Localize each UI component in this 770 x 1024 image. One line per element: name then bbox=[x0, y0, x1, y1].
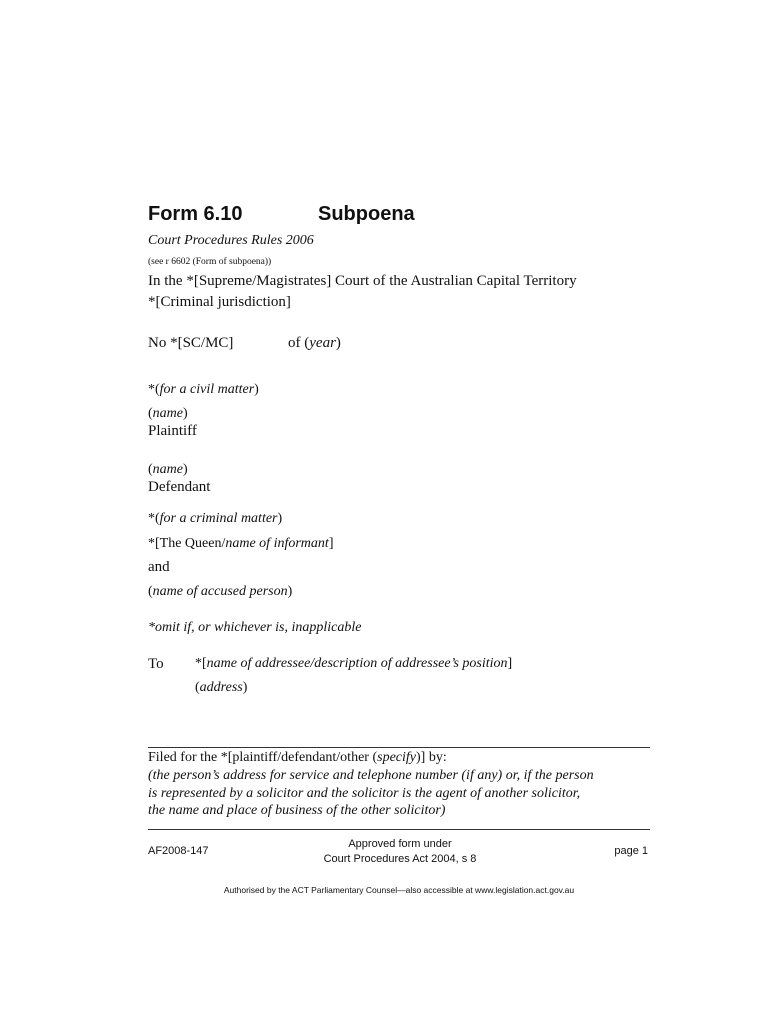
authorised-note: Authorised by the ACT Parliamentary Counsel—also accessible at www.legislation.act.gov.au bbox=[223, 885, 575, 895]
addressee-line: *[name of addressee/description of addressee’s position] bbox=[195, 656, 513, 671]
filed-line: Filed for the *[plaintiff/defendant/other (specify)] by: bbox=[148, 750, 447, 765]
page-number: page 1 bbox=[614, 845, 648, 857]
defendant-label: Defendant bbox=[148, 479, 211, 495]
criminal-heading: *(for a criminal matter) bbox=[148, 511, 283, 526]
filed-top-rule bbox=[148, 747, 650, 748]
form-title: Subpoena bbox=[318, 203, 415, 225]
court-line: In the *[Supreme/Magistrates] Court of the Australian Capital Territory bbox=[148, 273, 577, 289]
footer-top-rule bbox=[148, 829, 650, 830]
see-reference: (see r 6602 (Form of subpoena)) bbox=[148, 257, 272, 267]
queen-line: *[The Queen/name of informant] bbox=[148, 536, 334, 551]
rules-name: Court Procedures Rules 2006 bbox=[148, 233, 314, 248]
plaintiff-label: Plaintiff bbox=[148, 423, 197, 439]
filed-detail-line-3: the name and place of business of the other solicitor) bbox=[148, 803, 446, 818]
jurisdiction-line: *[Criminal jurisdiction] bbox=[148, 294, 291, 310]
defendant-name: (name) bbox=[148, 462, 188, 477]
form-code: AF2008-147 bbox=[148, 845, 209, 857]
filed-detail-line-2: is represented by a solicitor and the solicitor is the agent of another solicitor, bbox=[148, 786, 581, 801]
filed-detail-line-1: (the person’s address for service and telephone number (if any) or, if the person bbox=[148, 768, 594, 783]
to-label: To bbox=[148, 656, 164, 672]
address-line: (address) bbox=[195, 680, 248, 695]
plaintiff-name: (name) bbox=[148, 406, 188, 421]
case-number-label: No *[SC/MC] bbox=[148, 335, 234, 351]
and-label: and bbox=[148, 559, 170, 575]
civil-heading: *(for a civil matter) bbox=[148, 382, 259, 397]
form-number: Form 6.10 bbox=[148, 203, 243, 225]
approved-form-line-1: Approved form under bbox=[348, 838, 452, 850]
omit-note: *omit if, or whichever is, inapplicable bbox=[148, 620, 362, 635]
accused-line: (name of accused person) bbox=[148, 584, 293, 599]
year-placeholder: year bbox=[309, 335, 336, 351]
case-year-line: of (year) bbox=[288, 335, 341, 351]
approved-form-line-2: Court Procedures Act 2004, s 8 bbox=[323, 853, 477, 865]
